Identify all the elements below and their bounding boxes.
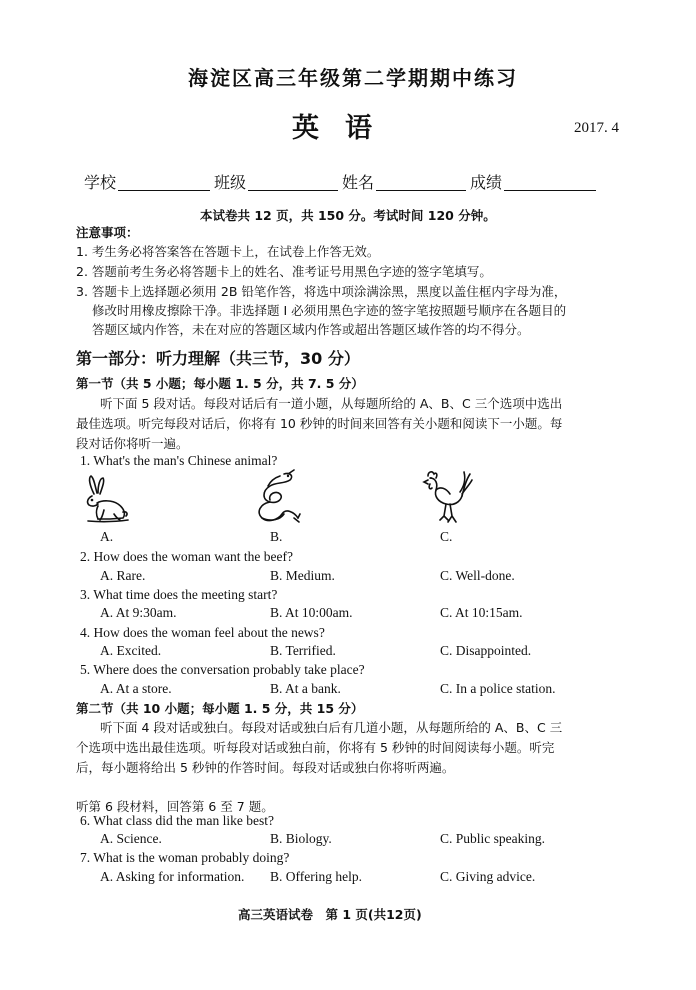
option-b: B. Biology. [270, 831, 332, 846]
part1-heading: 第一部分：听力理解（共三节，30 分） [76, 349, 360, 368]
option-b: B. Terrified. [270, 643, 336, 658]
option-c: C. [440, 529, 453, 544]
notice-item: 答题区域内作答，未在对应的答题区域内作答或超出答题区域作答的均不得分。 [92, 322, 530, 337]
option-c: C. In a police station. [440, 681, 556, 696]
school-label: 学校 [84, 173, 117, 192]
score-label: 成绩 [470, 173, 503, 192]
section2-heading: 第二节（共 10 小题；每小题 1. 5 分，共 15 分） [76, 701, 364, 716]
option-a: A. Asking for information. [100, 869, 245, 884]
option-a: A. At 9:30am. [100, 605, 177, 620]
rabbit-picture [80, 474, 132, 526]
notice-item: 2. 答题前考生务必将答题卡上的姓名、准考证号用黑色字迹的签字笔填写。 [76, 264, 492, 279]
option-a: A. Rare. [100, 568, 146, 583]
section1-instruction: 最佳选项。听完每段对话后，你将有 10 秒钟的时间来回答有关小题和阅读下一小题。每 [76, 416, 563, 431]
question-stem: 3. What time does the meeting start? [80, 587, 278, 602]
rooster-picture [420, 466, 474, 526]
option-c: C. At 10:15am. [440, 605, 523, 620]
material-intro: 听第 6 段材料，回答第 6 至 7 题。 [76, 799, 274, 814]
page-title: 海淀区高三年级第二学期期中练习 [188, 66, 518, 90]
snake-picture [250, 468, 302, 526]
question-stem: 4. How does the woman feel about the news? [80, 625, 325, 640]
section2-instruction: 个选项中选出最佳选项。听每段对话或独白前，你将有 5 秒钟的时间阅读每小题。听完 [76, 740, 555, 755]
exam-info: 本试卷共 12 页，共 150 分。考试时间 120 分钟。 [200, 208, 496, 223]
notice-heading: 注意事项： [76, 225, 139, 240]
option-c: C. Public speaking. [440, 831, 545, 846]
section1-heading: 第一节（共 5 小题；每小题 1. 5 分，共 7. 5 分） [76, 376, 364, 391]
option-b: B. At a bank. [270, 681, 341, 696]
exam-date: 2017. 4 [574, 120, 619, 136]
option-c: C. Well-done. [440, 568, 515, 583]
question-stem: 6. What class did the man like best? [80, 813, 274, 828]
class-label: 班级 [214, 173, 247, 192]
option-c: C. Giving advice. [440, 869, 536, 884]
score-blank [504, 174, 596, 191]
student-info-line [84, 170, 600, 193]
question-stem: 2. How does the woman want the beef? [80, 549, 293, 564]
name-label: 姓名 [342, 173, 375, 192]
section2-instruction: 后，每小题将给出 5 秒钟的作答时间。每段对话或独白你将听两遍。 [76, 760, 455, 775]
question-stem: 1. What's the man's Chinese animal? [80, 453, 278, 468]
option-a: A. At a store. [100, 681, 172, 696]
class-blank [248, 174, 338, 191]
notice-item: 1. 考生务必将答案答在答题卡上，在试卷上作答无效。 [76, 244, 380, 259]
question-stem: 7. What is the woman probably doing? [80, 850, 290, 865]
option-c: C. Disappointed. [440, 643, 532, 658]
section1-instruction: 听下面 5 段对话。每段对话后有一道小题，从每题所给的 A、B、C 三个选项中选出 [100, 396, 563, 411]
section1-instruction: 段对话你将听一遍。 [76, 436, 189, 451]
option-a: A. [100, 529, 114, 544]
page-footer: 高三英语试卷 第 1 页(共12页) [238, 907, 422, 922]
option-b: B. At 10:00am. [270, 605, 353, 620]
question-stem: 5. Where does the conversation probably take place? [80, 662, 365, 677]
option-a: A. Science. [100, 831, 162, 846]
notice-item: 3. 答题卡上选择题必须用 2B 铅笔作答，将选中项涂满涂黑，黑度以盖住框内字母为准， [76, 284, 567, 299]
school-blank [118, 174, 210, 191]
notice-item: 修改时用橡皮擦除干净。非选择题 I 必须用黑色字迹的签字笔按照题号顺序在各题目的 [92, 303, 567, 318]
option-b: B. [270, 529, 283, 544]
section2-instruction: 听下面 4 段对话或独白。每段对话或独白后有几道小题，从每题所给的 A、B、C 三 [100, 720, 563, 735]
option-b: B. Offering help. [270, 869, 362, 884]
name-blank [376, 174, 466, 191]
option-b: B. Medium. [270, 568, 335, 583]
subject-title: 英语 [292, 113, 398, 144]
option-a: A. Excited. [100, 643, 162, 658]
